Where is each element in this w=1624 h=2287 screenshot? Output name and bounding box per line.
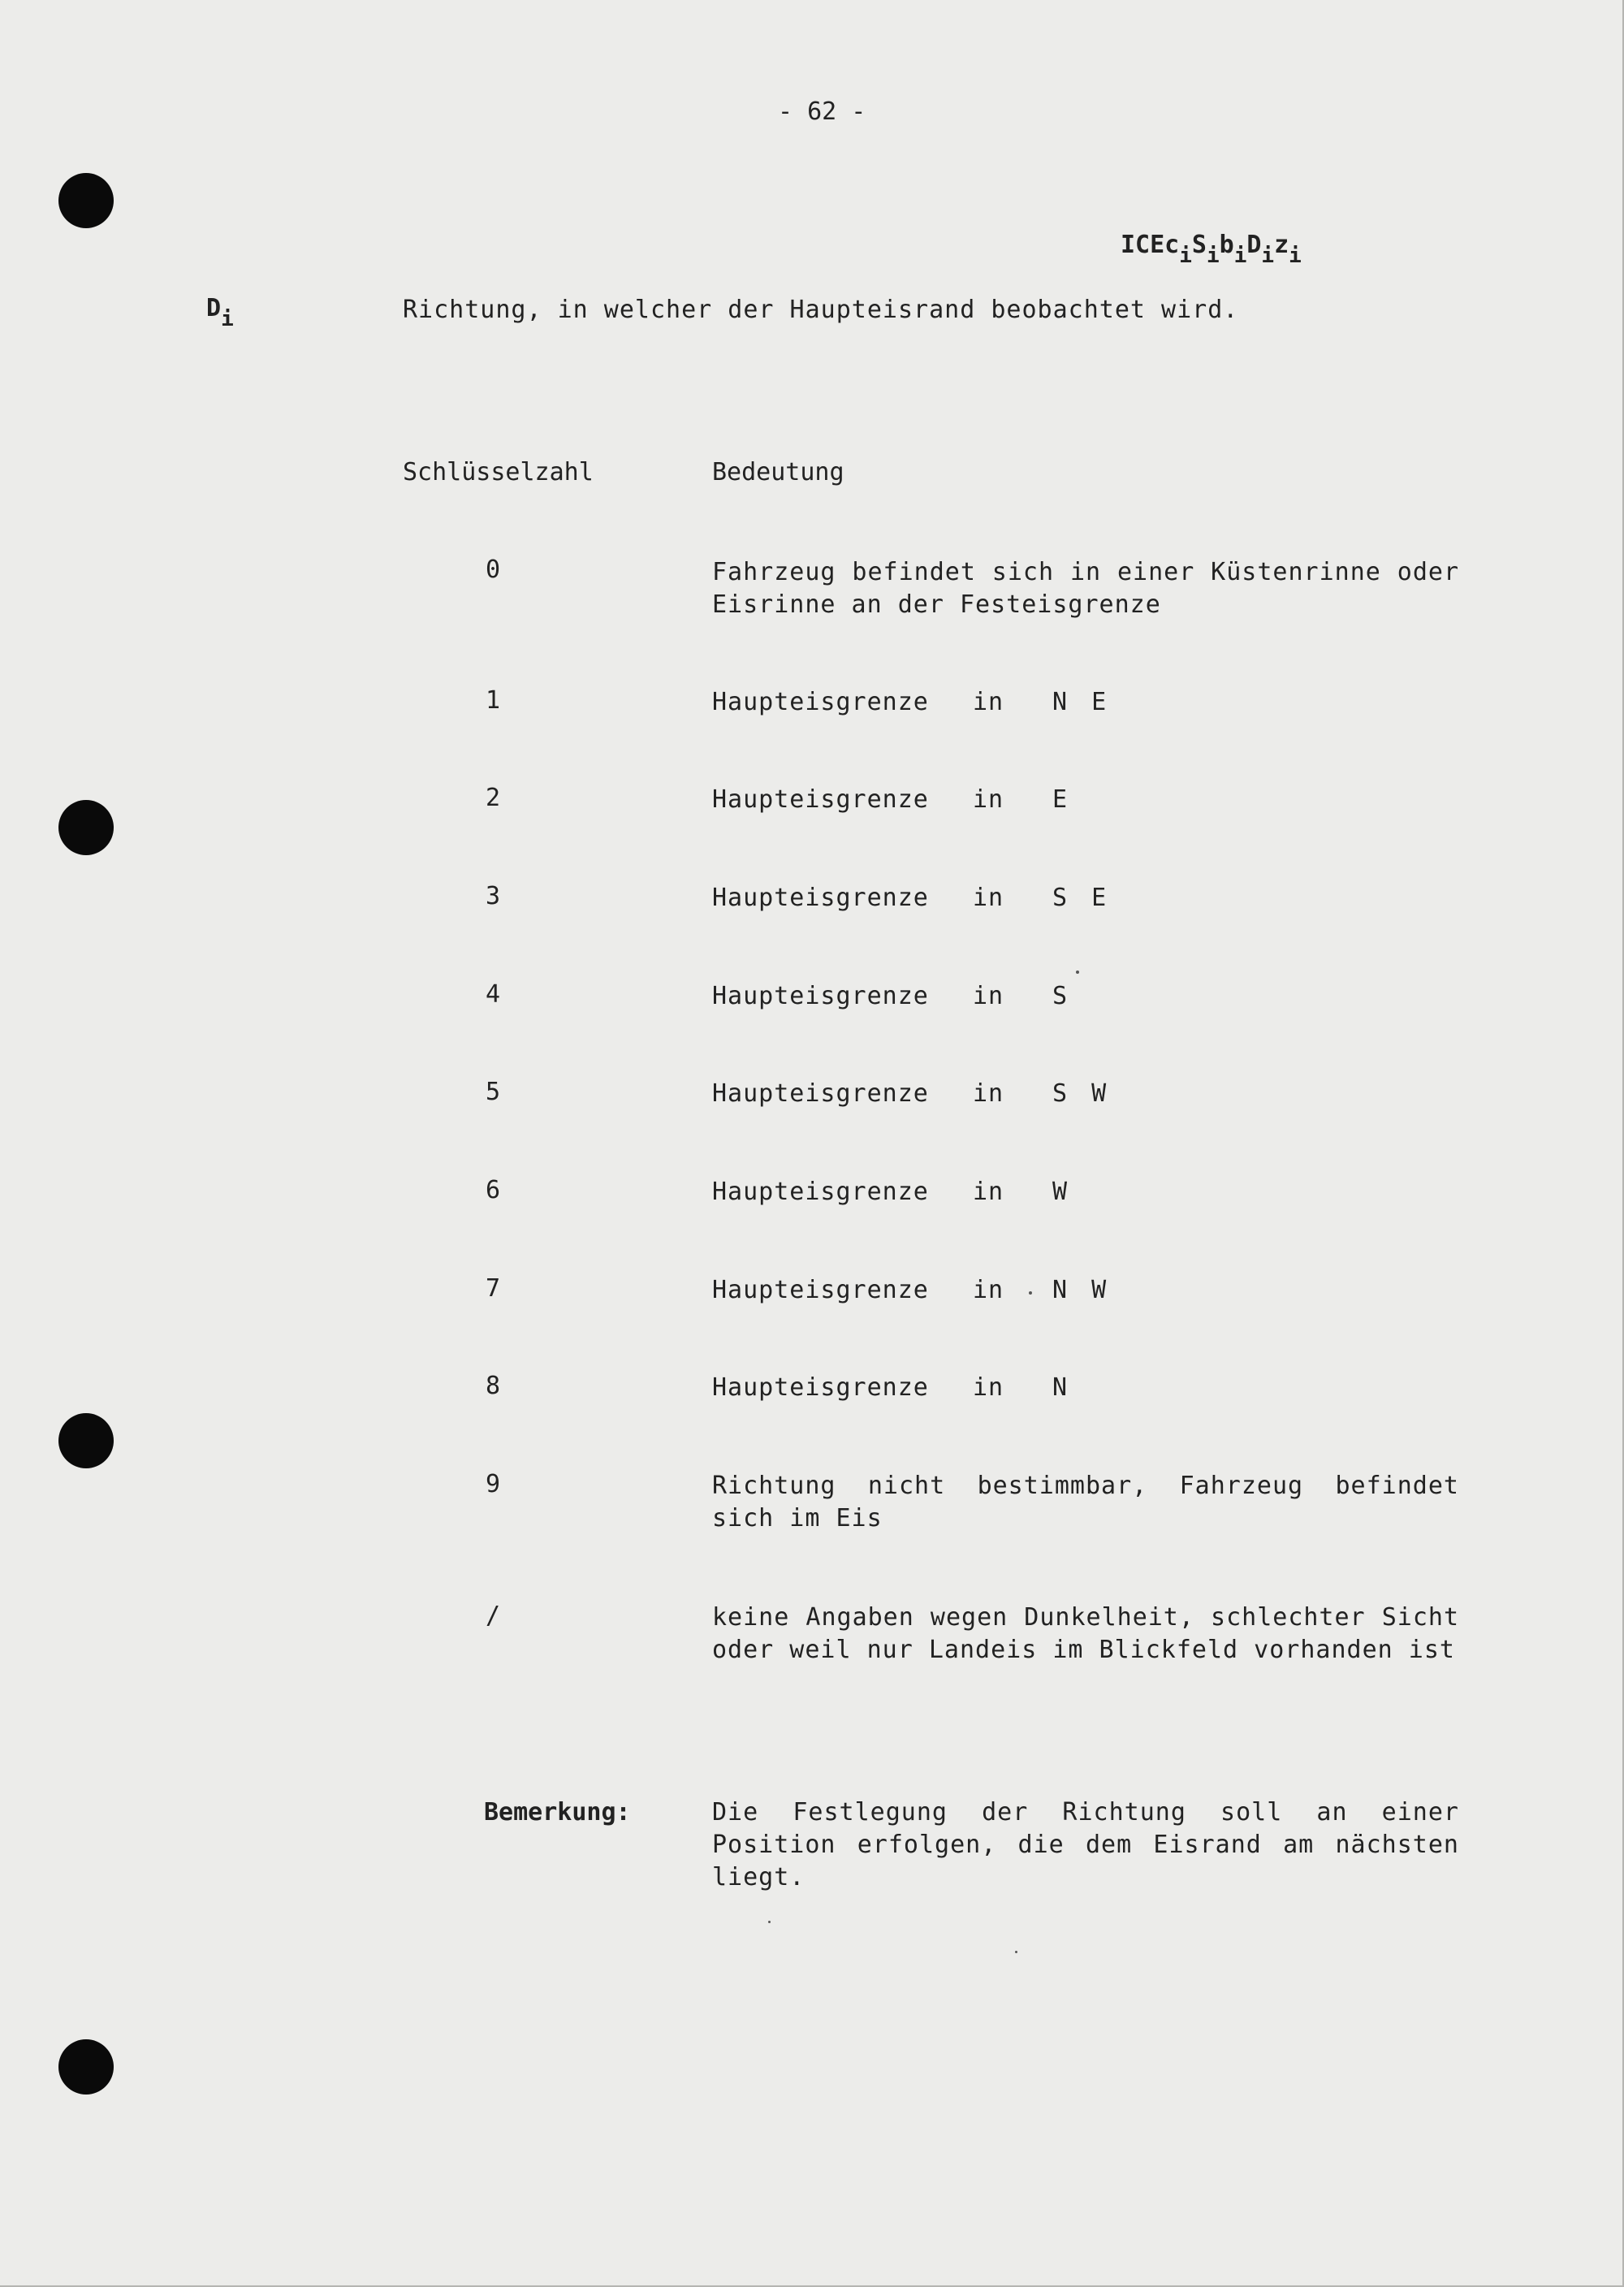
- page-number: - 62 -: [778, 97, 866, 126]
- punch-hole: [58, 173, 114, 228]
- entry-code: 8: [486, 1372, 501, 1400]
- entry-code: 9: [486, 1470, 501, 1498]
- entry-direction: N W: [1052, 1276, 1112, 1304]
- entry-word: Haupteisgrenze: [712, 1373, 929, 1402]
- code-group-letter: S: [1191, 231, 1207, 259]
- entry-in: in: [973, 982, 1004, 1010]
- punch-hole: [58, 800, 114, 855]
- entry-word: Haupteisgrenze: [712, 1178, 929, 1206]
- entry-code: 0: [486, 556, 501, 584]
- remark-text: Die Festlegung der Richtung soll an einer Position erfolgen, die dem Eisrand am nächsten liegt.: [712, 1798, 1459, 1891]
- code-group-letter: z: [1274, 231, 1289, 259]
- entry-direction: W: [1052, 1178, 1073, 1206]
- entry-text: keine Angaben wegen Dunkelheit, schlechter Sicht oder weil nur Landeis im Blickfeld vorhanden ist: [712, 1603, 1459, 1664]
- entry-code: 1: [486, 686, 501, 715]
- entry-code: 2: [486, 784, 501, 812]
- symbol-sub: i: [221, 307, 234, 331]
- header-code: Schlüsselzahl: [403, 458, 594, 486]
- remark-label: Bemerkung:: [484, 1798, 631, 1827]
- speck-mark: [1076, 971, 1079, 974]
- punch-hole: [58, 1413, 114, 1468]
- entry-text: Fahrzeug befindet sich in einer Küstenrinne oder Eisrinne an der Festeisgrenze: [712, 558, 1459, 619]
- entry-word: Haupteisgrenze: [712, 1079, 929, 1108]
- entry-in: in: [973, 884, 1004, 912]
- speck-mark: [1015, 1951, 1017, 1953]
- code-group-letter: D: [1246, 231, 1262, 259]
- entry-in: in: [973, 785, 1004, 814]
- entry-direction: N E: [1052, 688, 1112, 716]
- entry-code: 4: [486, 980, 501, 1009]
- entry-text: Richtung nicht bestimmbar, Fahrzeug befindet sich im Eis: [712, 1472, 1459, 1533]
- entry-direction: E: [1052, 785, 1073, 814]
- code-group-sub: i: [1179, 244, 1192, 268]
- entry-word: Haupteisgrenze: [712, 1276, 929, 1304]
- header-meaning: Bedeutung: [712, 458, 844, 486]
- entry-code: 3: [486, 882, 501, 910]
- entry-direction: S W: [1052, 1079, 1112, 1108]
- entry-code: /: [486, 1602, 501, 1630]
- entry-word: Haupteisgrenze: [712, 785, 929, 814]
- entry-word: Haupteisgrenze: [712, 884, 929, 912]
- entry-in: in: [973, 1276, 1004, 1304]
- entry-direction: S E: [1052, 884, 1112, 912]
- code-group-heading: [1121, 229, 1302, 268]
- entry-in: in: [973, 1079, 1004, 1108]
- definition-text: Richtung, in welcher der Haupteisrand beobachtet wird.: [403, 296, 1239, 324]
- code-group-sub: i: [1289, 244, 1302, 268]
- speck-mark: [768, 1921, 771, 1923]
- punch-hole: [58, 2039, 114, 2095]
- entry-word: Haupteisgrenze: [712, 982, 929, 1010]
- code-group-sub: i: [1261, 244, 1275, 268]
- entry-code: 6: [486, 1176, 501, 1204]
- code-group-base: ICEc: [1121, 231, 1180, 259]
- code-group-sub: i: [1206, 244, 1220, 268]
- code-group-sub: i: [1233, 244, 1247, 268]
- entry-in: in: [973, 1373, 1004, 1402]
- entry-code: 5: [486, 1078, 501, 1106]
- entry-in: in: [973, 1178, 1004, 1206]
- entry-in: in: [973, 688, 1004, 716]
- entry-word: Haupteisgrenze: [712, 688, 929, 716]
- symbol-label: [206, 292, 234, 331]
- code-group-letter: b: [1219, 231, 1234, 259]
- entry-code: 7: [486, 1274, 501, 1303]
- entry-direction: S: [1052, 982, 1073, 1010]
- symbol-letter: D: [206, 294, 222, 322]
- speck-mark: [1029, 1291, 1032, 1295]
- entry-direction: N: [1052, 1373, 1073, 1402]
